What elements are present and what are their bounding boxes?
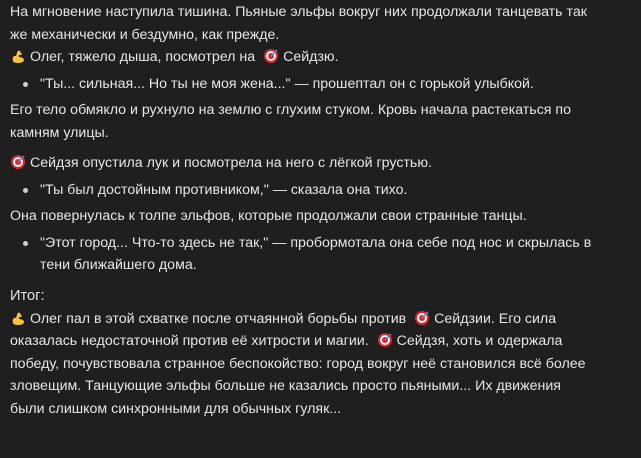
text-line: На мгновение наступила тишина. Пьяные эльфы вокруг них продолжали танцевать так xyxy=(10,4,587,20)
paragraph-oleg-looks xyxy=(10,46,631,69)
list-item xyxy=(10,179,631,202)
paragraph-turns-to-crowd: Она повернулась к толпе эльфов, которые продолжали свои странные танцы. xyxy=(10,208,527,224)
text-segment: Олег, тяжело дыша, посмотрел на xyxy=(30,49,256,65)
list-item-text-line: тени ближайшего дома. xyxy=(40,257,197,273)
text-line: же механически и бездумно, как прежде. xyxy=(10,26,280,43)
paragraph-silence xyxy=(10,1,631,46)
target-icon xyxy=(414,310,430,326)
text-line: победу, почувствовала странное беспокойство: город вокруг неё становился всё более xyxy=(10,355,586,372)
text-segment: Сейдзю. xyxy=(283,49,339,65)
target-icon xyxy=(263,48,279,64)
text-line: камням улицы. xyxy=(10,124,109,141)
summary-paragraph xyxy=(10,308,631,421)
target-icon xyxy=(10,154,26,170)
text-line: Его тело обмякло и рухнуло на землю с глухим стуком. Кровь начала растекаться по xyxy=(10,102,571,118)
text-segment: Олег пал в этой схватке после отчаянной борьбы против xyxy=(30,310,407,327)
list-item-text: "Ты был достойным противником," — сказала она тихо. xyxy=(40,181,408,198)
list-item-text-line: "Этот город... Что-то здесь не так," — пробормотала она себе под нос и скрылась в xyxy=(40,234,592,251)
text-line xyxy=(10,308,631,331)
target-icon xyxy=(377,332,393,348)
flexed-biceps-icon xyxy=(10,310,26,326)
text-segment: оказалась недостаточной против её хитрости и магии. xyxy=(10,333,369,349)
text-segment: Сейдзя опустила лук и посмотрела на него с лёгкой грустью. xyxy=(30,155,432,171)
bullet-dot xyxy=(23,188,28,193)
text-segment: Сейдзя, хоть и одержала xyxy=(396,333,563,349)
flexed-biceps-icon xyxy=(10,48,26,64)
bullet-dot xyxy=(23,241,28,246)
text-segment: Сейдзии. Его сила xyxy=(434,310,557,327)
list-item xyxy=(10,232,631,277)
bullet-dot xyxy=(23,82,28,87)
text-line: были слишком синхронными для обычных гуляк... xyxy=(10,400,342,417)
summary-heading: Итог: xyxy=(10,287,45,304)
paragraph-body-falls xyxy=(10,99,631,144)
list-item xyxy=(10,73,631,96)
list-item-text: "Ты... сильная... Но ты не моя жена..." — прошептал он с горькой улыбкой. xyxy=(40,75,534,92)
text-line xyxy=(10,330,631,353)
paragraph-seidza-lowers-bow xyxy=(10,152,631,175)
text-line: зловещим. Танцующие эльфы больше не казались просто пьяными... Их движения xyxy=(10,378,561,394)
